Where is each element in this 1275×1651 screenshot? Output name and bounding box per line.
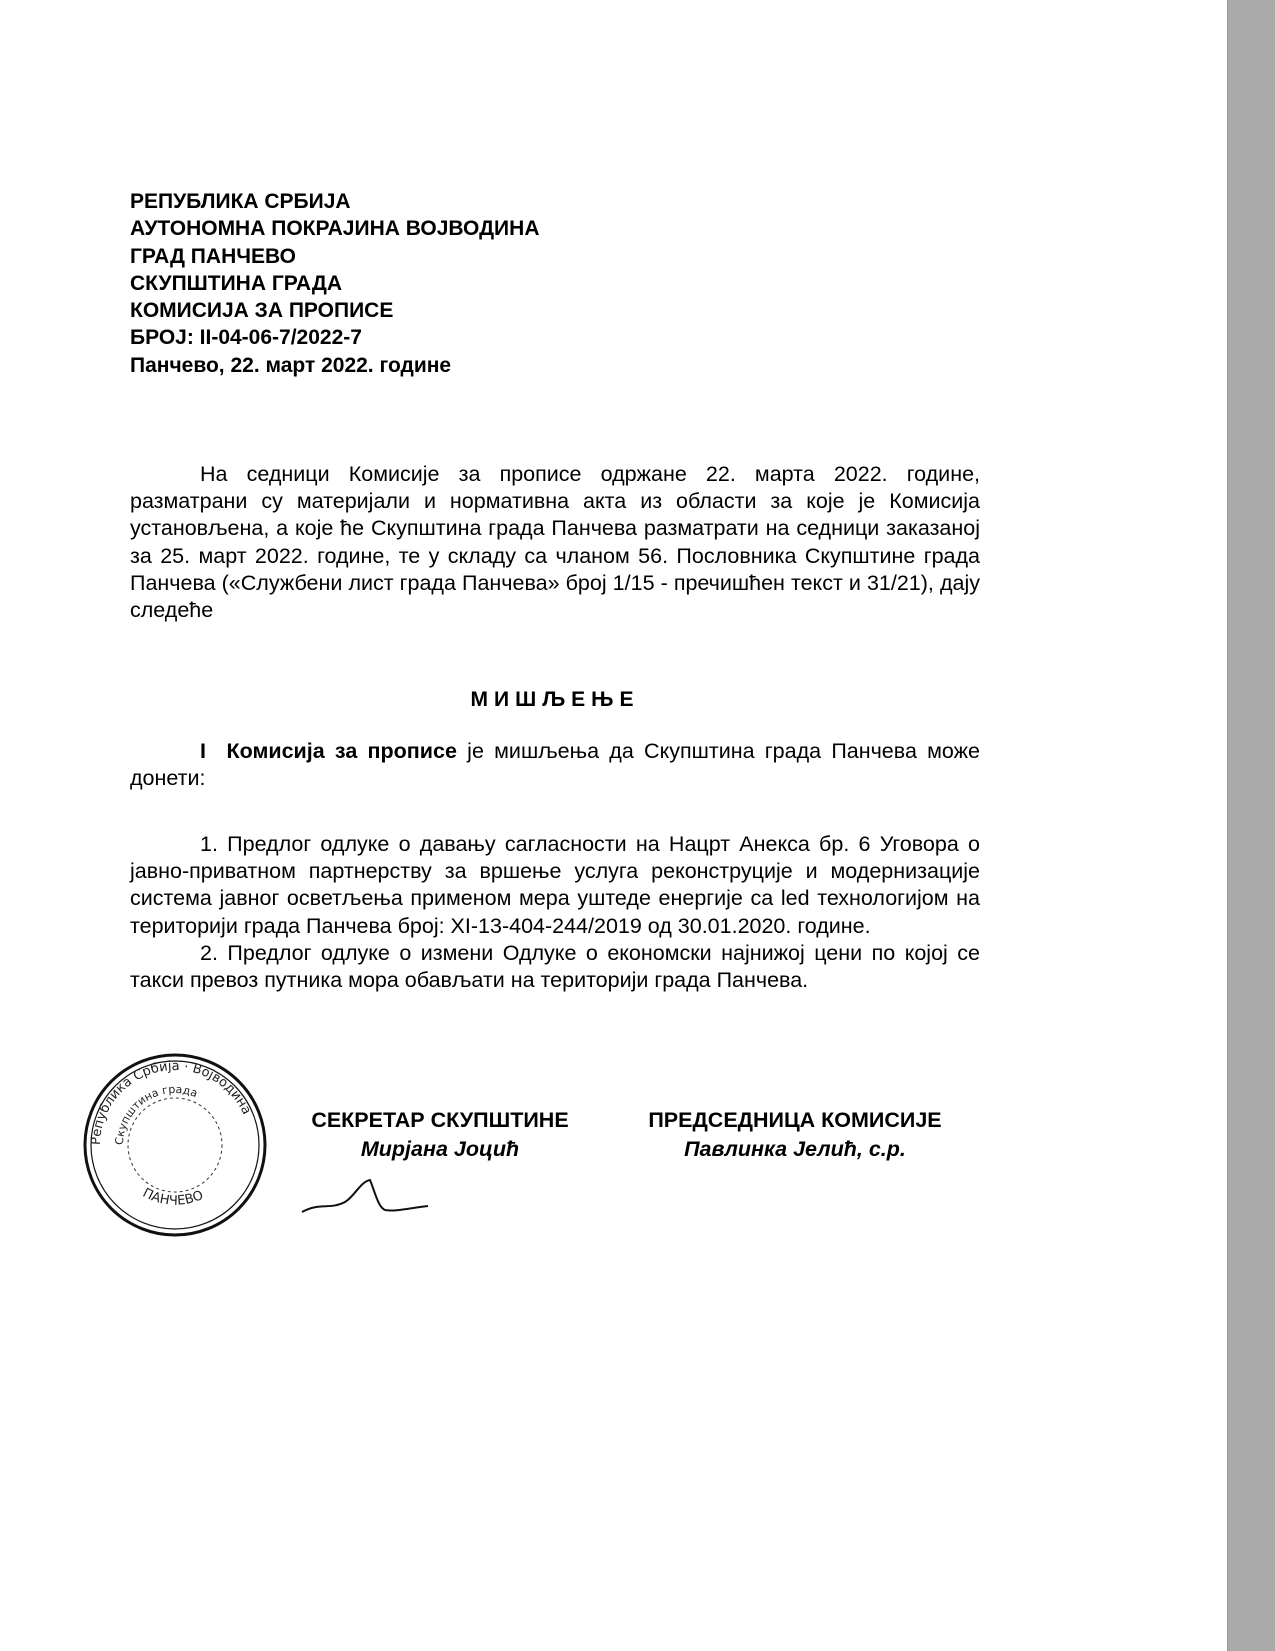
document-number: БРОЈ: II-04-06-7/2022-7	[130, 326, 362, 350]
official-seal	[78, 1050, 273, 1240]
header-line: СКУПШТИНА ГРАДА	[130, 271, 342, 295]
header-line: КОМИСИЈА ЗА ПРОПИСЕ	[130, 299, 394, 323]
svg-text:Република Србија · Војводина: Република Србија · Војводина	[88, 1058, 254, 1146]
list-item: 1. Предлог одлуке о давању сагласности на Нацрт Анекса бр. 6 Уговора о јавно-приватном партнерству за вршење услуга реконструције и модернизације система јавног осветљења применом мера уштеде енергије са led технологијом на територији града Панчева број: XI-13-404-244/2019 од 30.01.2020. године.	[130, 832, 980, 938]
signature-chair	[625, 1106, 965, 1164]
signature-secretary	[290, 1106, 590, 1164]
header-line: ГРАД ПАНЧЕВО	[130, 244, 296, 268]
handwritten-signature	[300, 1172, 430, 1222]
signer-role: ПРЕДСЕДНИЦА КОМИСИЈЕ	[648, 1108, 942, 1132]
header-line: АУТОНОМНА ПОКРАЈИНА ВОЈВОДИНА	[130, 217, 540, 241]
document-title: МИШЉЕЊЕ	[470, 688, 640, 711]
svg-text:ПАНЧЕВО: ПАНЧЕВО	[140, 1185, 206, 1209]
signer-name: Мирјана Јоцић	[360, 1137, 520, 1161]
signer-name: Павлинка Јелић, с.р.	[684, 1137, 906, 1161]
intro-paragraph	[130, 461, 980, 624]
document-date: Панчево, 22. март 2022. године	[130, 353, 452, 377]
items-list	[130, 831, 980, 994]
list-item: 2. Предлог одлуке о измени Одлуке о економски најнижој цени по којој се такси превоз путника мора обављати на територији града Панчева.	[130, 940, 980, 993]
scan-edge	[1227, 0, 1275, 1651]
document-header	[130, 188, 539, 379]
intro-text: На седници Комисије за прописе одржане 22. марта 2022. године, разматрани су материјали и нормативна акта из области за које је Комисија установљена, а које ће Скупштина града Панчева разматрати на седници заказаној за 25. март 2022. године, те у складу са чланом 56. Пословника Скупштине града Панчева («Службени лист града Панчева» број 1/15 - пречишћен текст и 31/21), дају следеће	[130, 462, 980, 623]
svg-text:Скупштина града: Скупштина града	[112, 1082, 200, 1146]
section-numeral: I	[200, 739, 206, 763]
section-paragraph	[130, 738, 980, 792]
signer-role: СЕКРЕТАР СКУПШТИНЕ	[311, 1108, 569, 1132]
section-body: је мишљења да Скупштина града Панчева може донети:	[130, 739, 980, 791]
section-subject: Комисија за прописе	[226, 739, 457, 763]
section-text	[130, 738, 980, 792]
header-line: РЕПУБЛИКА СРБИЈА	[130, 190, 351, 213]
